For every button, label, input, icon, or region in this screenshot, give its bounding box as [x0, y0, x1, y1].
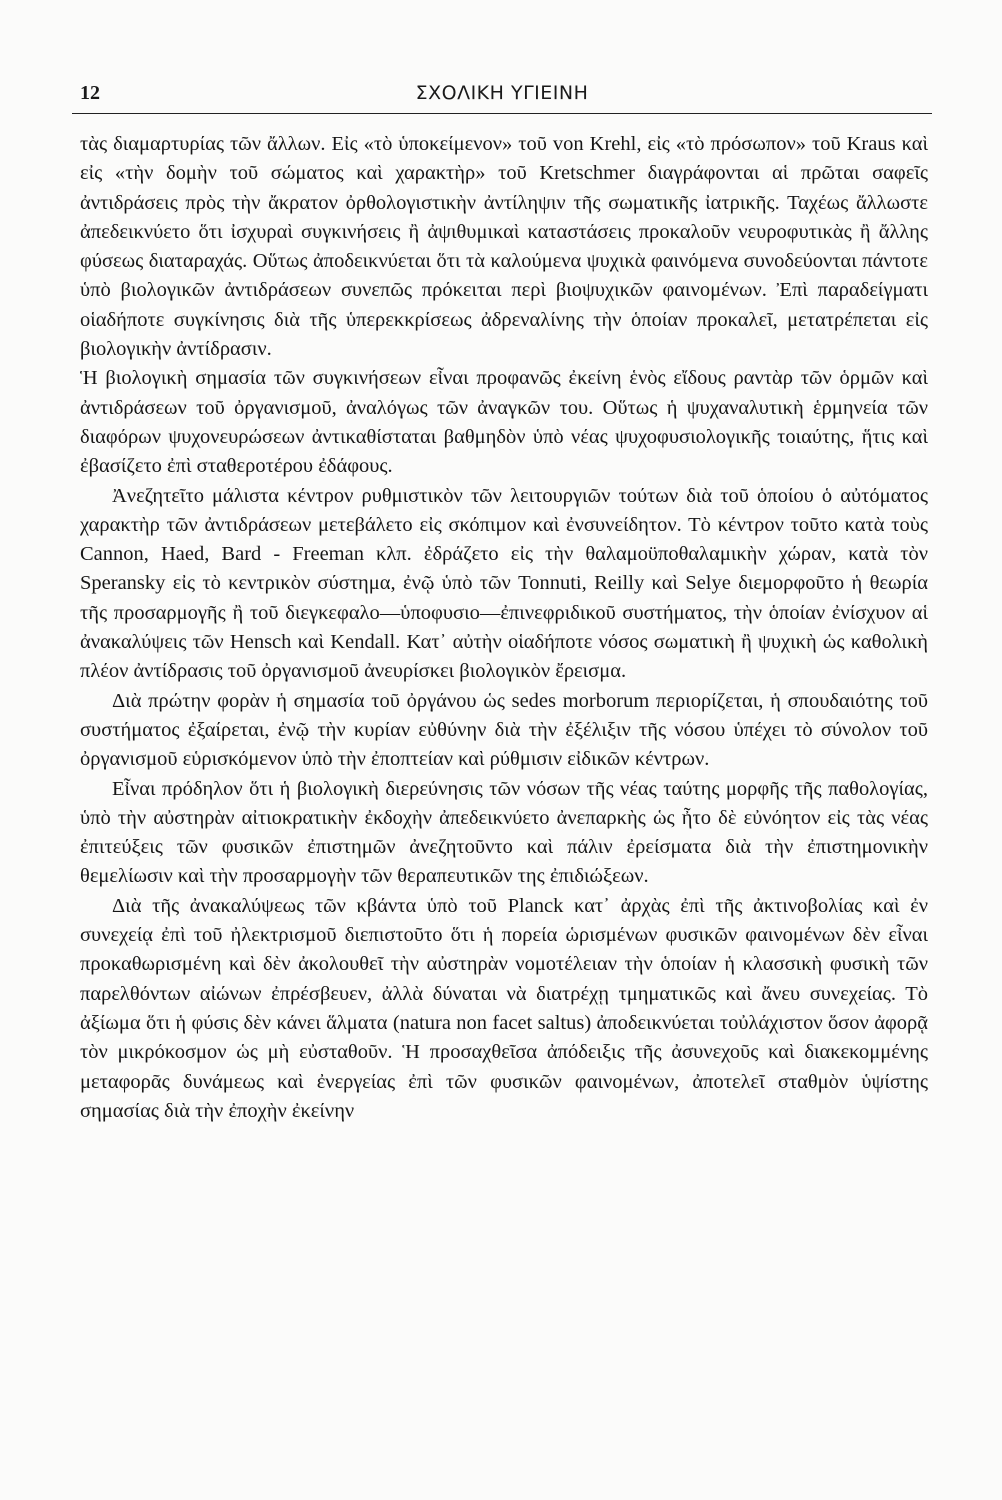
- page-header: [72, 80, 932, 110]
- paragraph: Διὰ πρώτην φορὰν ἡ σημασία τοῦ ὀργάνου ὡς sedes morborum περιορίζεται, ἡ σπουδαιότης τοῦ συστήματος ἐξαίρεται, ἐνῷ τὴν κυρίαν εὐθύνην διὰ τὴν ἐξέλιξιν τῆς νόσου ὑπέχει τὸ σύνολον τοῦ ὀργανισμοῦ εὑρισκόμενον ὑπὸ τὴν ἐποπτείαν καὶ ρύθμισιν εἰδικῶν κέντρων.: [80, 689, 928, 771]
- paragraph: τὰς διαμαρτυρίας τῶν ἄλλων. Εἰς «τὸ ὑποκείμενον» τοῦ von Krehl, εἰς «τὸ πρόσωπον» τοῦ Kraus καὶ εἰς «τὴν δομὴν τοῦ σώματος καὶ χαρακτὴρ» τοῦ Kretschmer διαγράφονται αἱ πρῶται σαφεῖς ἀντιδράσεις πρὸς τὴν ἄκρατον ὀρθολογιστικὴν ἀντίληψιν τῆς σωματικῆς ἰατρικῆς. Ταχέως ἄλλωστε ἀπεδεικνύετο ὅτι ἰσχυραὶ συγκινήσεις ἢ ἀψιθυμικαὶ καταστάσεις προκαλοῦν νευροφυτικὰς ἢ ἄλλης φύσεως διαταραχάς. Οὕτως ἀποδεικνύεται ὅτι τὰ καλούμενα ψυχικὰ φαινόμενα συνοδεύονται πάντοτε ὑπὸ βιολογικῶν ἀντιδράσεων συνεπῶς πρόκειται περὶ βιοψυχικῶν φαινομένων. Ἐπὶ παραδείγματι οἱαδήποτε συγκίνησις διὰ τῆς ὑπερεκκρίσεως ἀδρεναλίνης τὴν ὁποίαν προκαλεῖ, μετατρέπεται εἰς βιολογικὴν ἀντίδρασιν.: [80, 133, 928, 361]
- paragraph: Εἶναι πρόδηλον ὅτι ἡ βιολογικὴ διερεύνησις τῶν νόσων τῆς νέας ταύτης μορφῆς τῆς παθολογίας, ὑπὸ τὴν αὐστηρὰν αἰτιοκρατικὴν ἐκδοχὴν ἀπεδεικνύετο ἀνεπαρκὴς ὡς ἦτο δὲ εὐνόητον εἰς τὰς νέας ἐπιτεύξεις τῶν φυσικῶν ἐπιστημῶν ἀνεζητοῦντο καὶ πάλιν ἐρείσματα διὰ τὴν ἐπιστημονικὴν θεμελίωσιν καὶ τὴν προσαρμογὴν τῶν θεραπευτικῶν της ἐπιδιώξεων.: [80, 777, 928, 888]
- running-title: ΣΧΟΛΙΚΗ ΥΓΙΕΙΝΗ: [415, 82, 589, 104]
- paragraph: Ἡ βιολογικὴ σημασία τῶν συγκινήσεων εἶναι προφανῶς ἐκείνη ἑνὸς εἴδους ραντὰρ τῶν ὁρμῶν καὶ ἀντιδράσεων τοῦ ὀργανισμοῦ, ἀναλόγως τῶν ἀναγκῶν του. Οὕτως ἡ ψυχαναλυτικὴ ἑρμηνεία τῶν διαφόρων ψυχονευρώσεων ἀντικαθίσταται βαθμηδὸν ὑπὸ νέας ψυχοφυσιολογικῆς τοιαύτης, ἥτις καὶ ἐβασίζετο ἐπὶ σταθεροτέρου ἐδάφους.: [80, 367, 928, 478]
- body-text: [80, 130, 928, 1126]
- page-number: 12: [80, 82, 100, 104]
- paragraph: Διὰ τῆς ἀνακαλύψεως τῶν κβάντα ὑπὸ τοῦ Planck κατ᾽ ἀρχὰς ἐπὶ τῆς ἀκτινοβολίας καὶ ἐν συνεχείᾳ ἐπὶ τοῦ ἠλεκτρισμοῦ διεπιστοῦτο ὅτι ἡ πορεία ὡρισμένων φυσικῶν φαινομένων δὲν εἶναι προκαθωρισμένη καὶ δὲν ἀκολουθεῖ τὴν αὐστηρὰν νομοτέλειαν τὴν ὁποίαν ἡ κλασσικὴ φυσικὴ τῶν παρελθόντων αἰώνων ἐπρέσβευεν, ἀλλὰ δύναται νὰ διατρέχῃ τμηματικῶς καὶ ἄνευ συνεχείας. Τὸ ἀξίωμα ὅτι ἡ φύσις δὲν κάνει ἅλματα (natura non facet saltus) ἀποδεικνύεται τοὐλάχιστον ὅσον ἀφορᾷ τὸν μικρόκοσμον ὡς μὴ εὐσταθοῦν. Ἡ προσαχθεῖσα ἀπόδειξις τῆς ἀσυνεχοῦς καὶ διακεκομμένης μεταφορᾶς δυνάμεως καὶ ἐνεργείας ἐπὶ τῶν φυσικῶν φαινομένων, ἀποτελεῖ σταθμὸν ὑψίστης σημασίας διὰ τὴν ἐποχὴν ἐκείνην: [80, 894, 928, 1122]
- header-rule: [72, 113, 932, 114]
- paragraph: Ἀνεζητεῖτο μάλιστα κέντρον ρυθμιστικὸν τῶν λειτουργιῶν τούτων διὰ τοῦ ὁποίου ὁ αὐτόματος χαρακτὴρ τῶν ἀντιδράσεων μετεβάλετο εἰς σκόπιμον καὶ ἐνσυνείδητον. Τὸ κέντρον τοῦτο κατὰ τοὺς Cannon, Haed, Bard - Freeman κλπ. ἐδράζετο εἰς τὴν θαλαμοϋποθαλαμικὴν χώραν, κατὰ τὸν Speransky εἰς τὸ κεντρικὸν σύστημα, ἐνῷ ὑπὸ τῶν Tonnuti, Reilly καὶ Selye διεμορφοῦτο ἡ θεωρία τῆς προσαρμογῆς ἢ τοῦ διεγκεφαλο—ὑποφυσιο—ἐπινεφριδικοῦ συστήματος, τὴν ὁποίαν ἐνίσχυον αἱ ἀνακαλύψεις τῶν Hensch καὶ Kendall. Κατ᾽ αὐτὴν οἱαδήποτε νόσος σωματικὴ ἢ ψυχικὴ ὡς καθολικὴ πλέον ἀντίδρασις τοῦ ὀργανισμοῦ ἀνευρίσκει βιολογικὸν ἔρεισμα.: [80, 484, 928, 683]
